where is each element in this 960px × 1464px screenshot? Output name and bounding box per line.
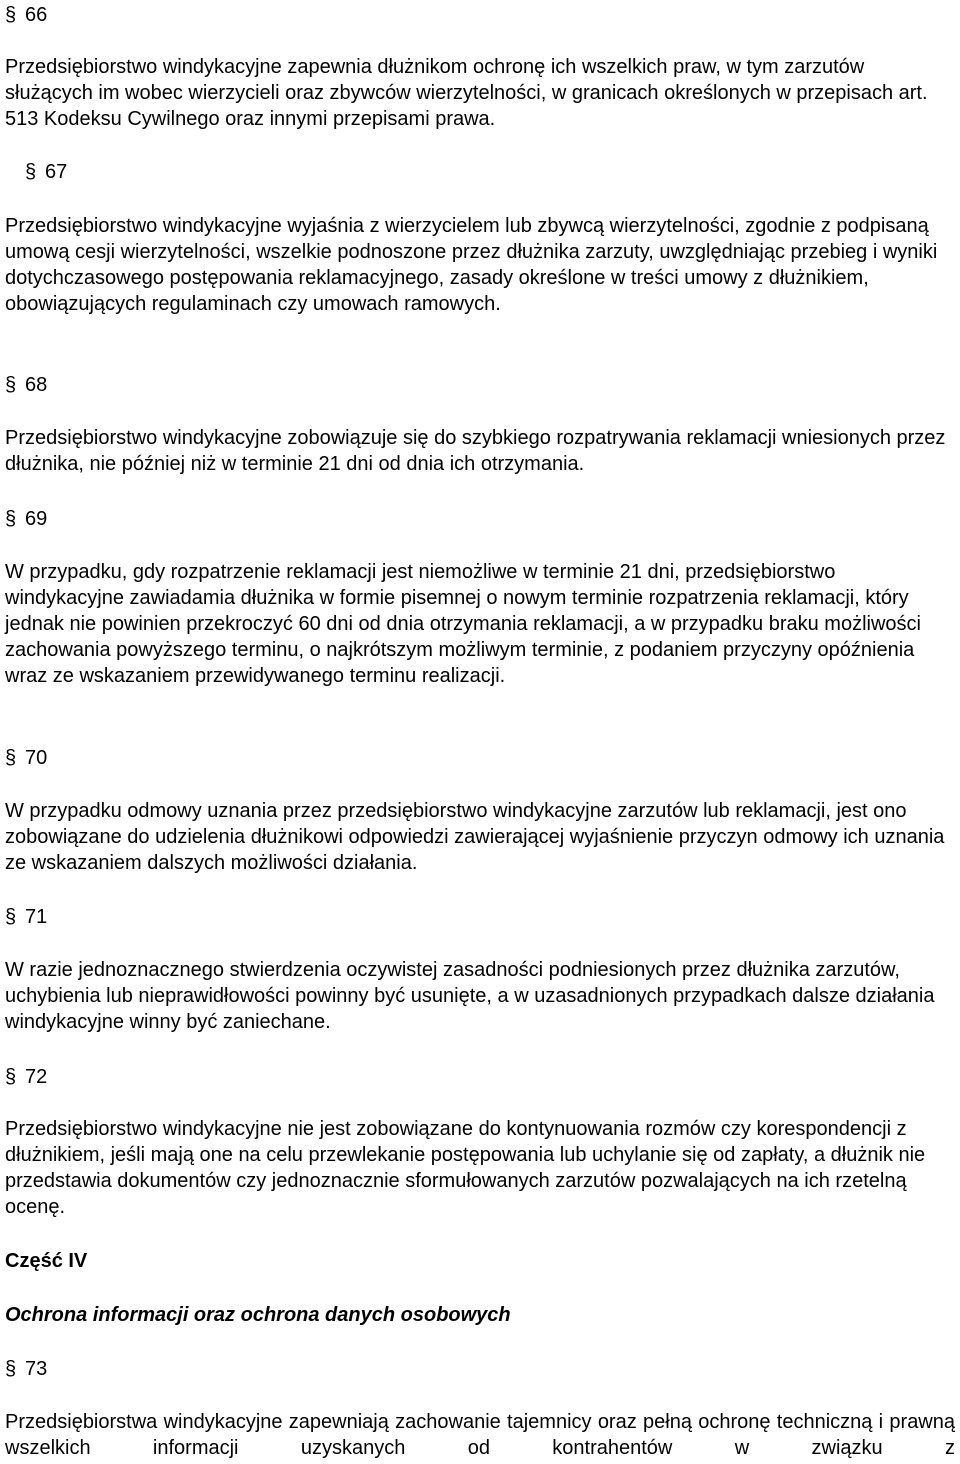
section-text-73: Przedsiębiorstwa windykacyjne zapewniają zachowanie tajemnicy oraz pełną ochronę techniczną i prawną wszelkich informacji uzyskanych od kontrahentów w związku z bbox=[5, 1411, 955, 1459]
section-heading-68 bbox=[5, 372, 47, 398]
section-heading-67 bbox=[25, 159, 67, 185]
section-symbol: § bbox=[5, 508, 17, 530]
section-text-68: Przedsiębiorstwo windykacyjne zobowiązuje się do szybkiego rozpatrywania reklamacji wniesionych przez dłużnika, nie później niż w terminie 21 dni od dnia ich otrzymania. bbox=[5, 427, 946, 475]
section-symbol: § bbox=[5, 1358, 17, 1380]
section-symbol: § bbox=[5, 906, 17, 928]
section-heading-73 bbox=[5, 1356, 47, 1382]
section-number: 67 bbox=[45, 161, 68, 183]
chapter-title: Ochrona informacji oraz ochrona danych osobowych bbox=[5, 1304, 511, 1326]
section-text-71: W razie jednoznacznego stwierdzenia oczywistej zasadności podniesionych przez dłużnika zarzutów, uchybienia lub nieprawidłowości powinny być usunięte, a w uzasadnionych przypadkach dalsze działania windykacyjne winny być zaniechane. bbox=[5, 959, 935, 1033]
section-heading-69 bbox=[5, 506, 47, 532]
section-text-70: W przypadku odmowy uznania przez przedsiębiorstwo windykacyjne zarzutów lub reklamacji, jest ono zobowiązane do udzielenia dłużnikowi odpowiedzi zawierającej wyjaśnienie przyczyn odmowy ich uznania ze wskazaniem dalszych możliwości działania. bbox=[5, 800, 945, 874]
part-title: Część IV bbox=[5, 1250, 88, 1272]
section-number: 69 bbox=[25, 508, 48, 530]
section-number: 68 bbox=[25, 374, 48, 396]
section-text-72: Przedsiębiorstwo windykacyjne nie jest zobowiązane do kontynuowania rozmów czy korespondencji z dłużnikiem, jeśli mają one na celu przewlekanie postępowania lub uchylanie się od zapłaty, a dłużnik nie przedstawia dokumentów czy jednoznacznie sformułowanych zarzutów pozwalających na ich rzetelną ocenę. bbox=[5, 1118, 926, 1218]
section-text-67: Przedsiębiorstwo windykacyjne wyjaśnia z wierzycielem lub zbywcą wierzytelności, zgodnie z podpisaną umową cesji wierzytelności, wszelkie podnoszone przez dłużnika zarzuty, uwzględniając przebieg i wyniki dotychczasowego postępowania reklamacyjnego, zasady określone w treści umowy z dłużnikiem, obowiązujących regulaminach czy umowach ramowych. bbox=[5, 215, 938, 315]
section-text-69: W przypadku, gdy rozpatrzenie reklamacji jest niemożliwe w terminie 21 dni, przedsiębiorstwo windykacyjne zawiadamia dłużnika w formie pisemnej o nowym terminie rozpatrzenia reklamacji, który jednak nie powinien przekroczyć 60 dni od dnia otrzymania reklamacji, a w przypadku braku możliwości zachowania powyższego terminu, o najkrótszym możliwym terminie, z podaniem przyczyny opóźnienia wraz ze wskazaniem przewidywanego terminu realizacji. bbox=[5, 561, 921, 687]
section-symbol: § bbox=[5, 1066, 17, 1088]
section-number: 71 bbox=[25, 906, 48, 928]
section-symbol: § bbox=[5, 747, 17, 769]
section-heading-70 bbox=[5, 745, 47, 771]
section-number: 66 bbox=[25, 4, 48, 26]
section-number: 70 bbox=[25, 747, 48, 769]
section-text-66: Przedsiębiorstwo windykacyjne zapewnia dłużnikom ochronę ich wszelkich praw, w tym zarzutów służących im wobec wierzycieli oraz zbywców wierzytelności, w granicach określonych w przepisach art. 513 Kodeksu Cywilnego oraz innymi przepisami prawa. bbox=[5, 56, 928, 130]
section-symbol: § bbox=[5, 4, 17, 26]
section-symbol: § bbox=[25, 161, 37, 183]
section-heading-72 bbox=[5, 1064, 47, 1090]
section-number: 72 bbox=[25, 1066, 48, 1088]
section-number: 73 bbox=[25, 1358, 48, 1380]
section-symbol: § bbox=[5, 374, 17, 396]
section-heading-71 bbox=[5, 904, 47, 930]
section-heading-66 bbox=[5, 2, 47, 28]
